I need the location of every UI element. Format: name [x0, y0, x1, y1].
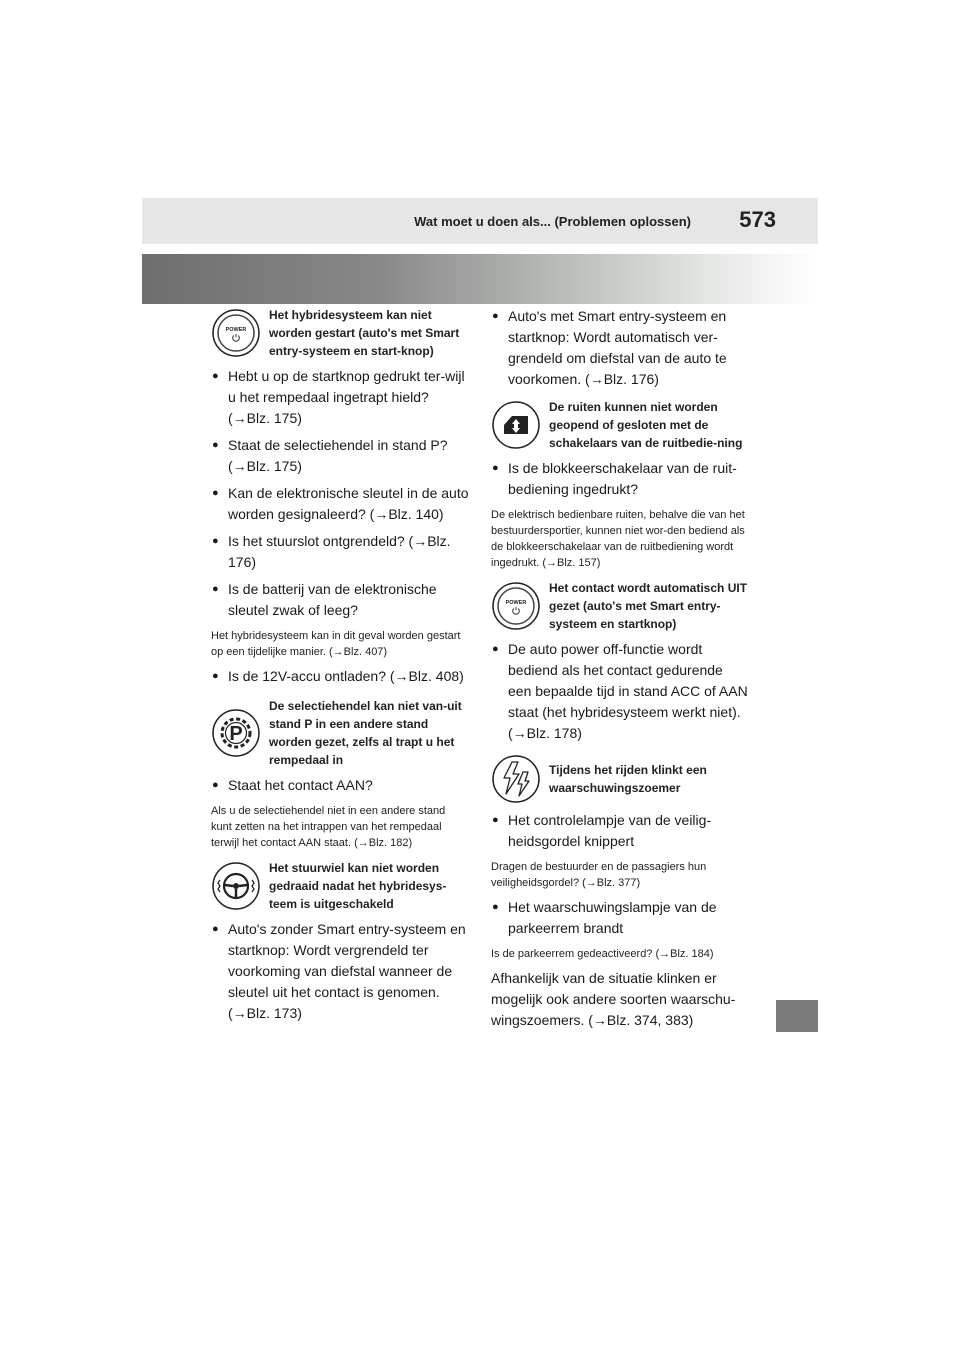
section-title: Het stuurwiel kan niet worden gedraaid nadat het hybridesys-teem is uitgeschakeld — [269, 861, 447, 911]
section-title: Tijdens het rijden klinkt een waarschuwingszoemer — [549, 763, 707, 795]
page-number: 573 — [739, 207, 776, 232]
power-button-icon — [211, 308, 261, 358]
list-item: ● Auto's zonder Smart entry-systeem en startknop: Wordt vergrendeld ter voorkoming van diefstal wanneer de sleutel uit het contact is genomen. (→Blz. 173) — [211, 919, 469, 1024]
note-text: Het hybridesysteem kan in dit geval worden gestart op een tijdelijke manier. (→Blz. 407) — [211, 630, 461, 658]
note-text: Dragen de bestuurder en de passagiers hun veiligheidsgordel? (→Blz. 377) — [491, 861, 707, 889]
list-item: ● Hebt u op de startknop gedrukt ter-wijl u het rempedaal ingetrapt hield? (→Blz. 175) — [211, 366, 469, 429]
note-text: De elektrisch bedienbare ruiten, behalve die van het bestuurdersportier, kunnen niet wor-den bediend als de blokkeerschakelaar van de ruitbediening wordt ingedrukt. (→Blz. 157) — [491, 509, 745, 569]
shift-lever-p-icon — [211, 708, 261, 758]
left-column — [211, 306, 469, 1024]
section-auto-power-off — [491, 579, 749, 633]
list-item: ● Is de 12V-accu ontladen? (→Blz. 408) — [211, 666, 469, 687]
section-title: De ruiten kunnen niet worden geopend of gesloten met de schakelaars van de ruitbedie-ning — [549, 400, 743, 450]
list-item: ● Het waarschuwingslampje van de parkeerrem brandt — [491, 897, 749, 939]
note-text: Als u de selectiehendel niet in een andere stand kunt zetten na het intrappen van het rempedaal terwijl het contact AAN staat. (→Blz. 182) — [211, 805, 446, 849]
svg-text:P: P — [229, 723, 243, 745]
section-windows — [491, 398, 749, 452]
section-title: Het contact wordt automatisch UIT gezet (auto's met Smart entry-systeem en startknop) — [549, 581, 748, 631]
section-warning-buzzer — [491, 754, 749, 804]
list-item: ● Kan de elektronische sleutel in de auto worden gesignaleerd? (→Blz. 140) — [211, 483, 469, 525]
chapter-title: Wat moet u doen als... (Problemen oplossen) — [414, 214, 691, 229]
section-title: Het hybridesysteem kan niet worden gestart (auto's met Smart entry-systeem en start-knop) — [269, 308, 460, 358]
warning-buzzer-icon — [491, 754, 541, 804]
window-switch-icon — [491, 400, 541, 450]
svg-text:POWER: POWER — [225, 327, 247, 333]
list-item: ● De auto power off-functie wordt bediend als het contact gedurende een bepaalde tijd in stand ACC of AAN staat (het hybridesysteem werkt niet). (→Blz. 178) — [491, 639, 749, 744]
list-item: ● Is de blokkeerschakelaar van de ruit-bediening ingedrukt? — [491, 458, 749, 500]
page-header — [142, 198, 818, 244]
section-shift-lever — [211, 697, 469, 769]
note-text: Is de parkeerrem gedeactiveerd? (→Blz. 184) — [491, 948, 714, 960]
list-item: ● Is het stuurslot ontgrendeld? (→Blz. 176) — [211, 531, 469, 573]
section-engine-not-start — [211, 306, 469, 360]
section-title: De selectiehendel kan niet van-uit stand P in een andere stand worden gezet, zelfs al trapt u het rempedaal in — [269, 699, 462, 767]
steering-wheel-icon — [211, 861, 261, 911]
right-column — [491, 306, 749, 1031]
power-button-icon — [491, 581, 541, 631]
section-steering-lock — [211, 859, 469, 913]
list-item: ● Staat de selectiehendel in stand P? (→Blz. 175) — [211, 435, 469, 477]
list-item: ● Het controlelampje van de veilig-heidsgordel knippert — [491, 810, 749, 852]
list-item: ● Staat het contact AAN? — [211, 775, 469, 796]
body-paragraph: Afhankelijk van de situatie klinken er mogelijk ook andere soorten waarschu-wingszoemers. (→Blz. 374, 383) — [491, 970, 736, 1028]
section-banner — [142, 254, 818, 304]
list-item: ● Is de batterij van de elektronische sleutel zwak of leeg? — [211, 579, 469, 621]
chapter-tab — [776, 1000, 818, 1032]
svg-text:POWER: POWER — [505, 600, 527, 606]
list-item: ● Auto's met Smart entry-systeem en startknop: Wordt automatisch ver-grendeld om diefstal van de auto te voorkomen. (→Blz. 176) — [491, 306, 749, 390]
